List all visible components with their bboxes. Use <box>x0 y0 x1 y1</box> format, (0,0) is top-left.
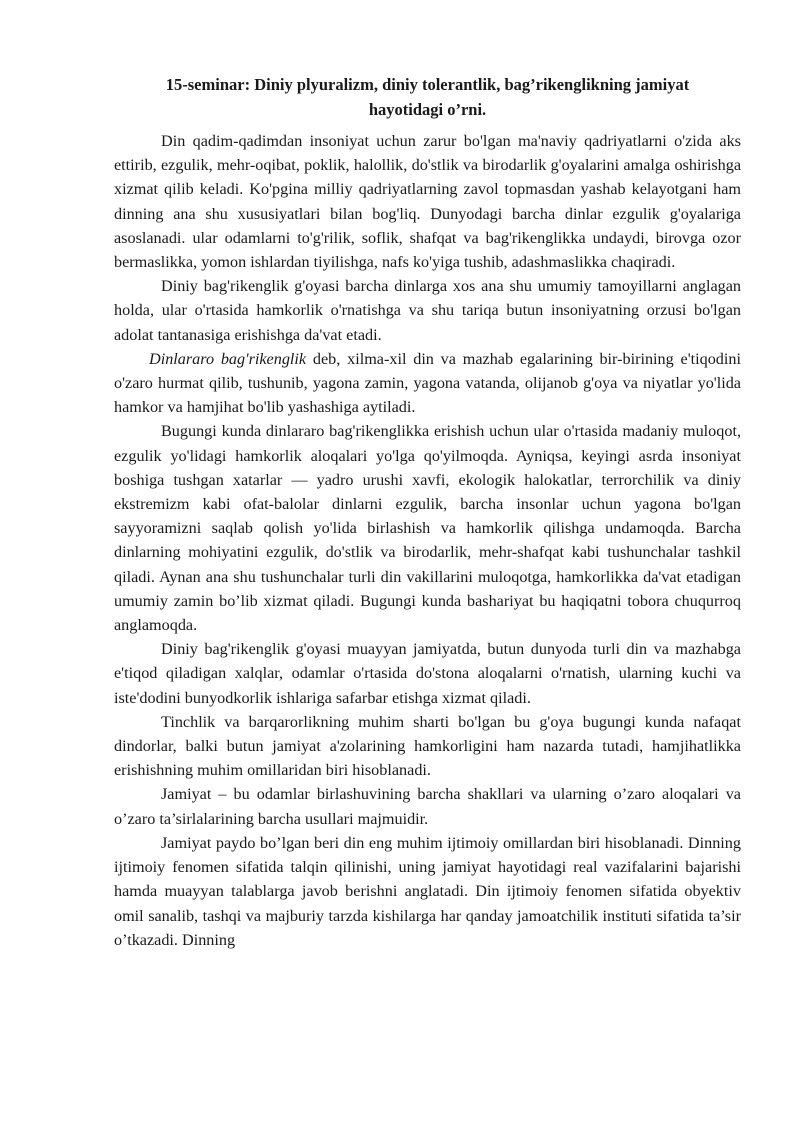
paragraph-3-term: Dinlararo bag'rikenglik <box>149 349 307 368</box>
paragraph-3-text: deb, xilma-xil din va mazhab egalarining bir-birining e'tiqodini o'zaro hurmat qilib, tushunib, yagona zamin, yagona vatanda, olijanob g'oya va niyatlar yo'lida hamkor va hamjihat bo'lib yashashiga aytiladi. <box>114 349 741 417</box>
paragraph-4: Bugungi kunda dinlararo bag'rikenglikka erishish uchun ular o'rtasida madaniy muloqot, ezgulik yo'lidagi hamkorlik aloqalari yo'lga qo'yilmoqda. Ayniqsa, keyingi asrda insoniyat boshiga tushgan xatarlar — yadro urushi xavfi, ekologik halokatlar, terrorchilik va diniy ekstremizm kabi ofat-balolar dinlarni ezgulik, barcha insonlar uchun yagona bo'lgan sayyoramizni saqlab qolish yo'lida birlashish va hamkorlik qilishga undamoqda. Barcha dinlarning mohiyatini ezgulik, do'stlik va birodarlik, mehr-shafqat kabi tushunchalar tashkil qiladi. Aynan ana shu tushunchalar turli din vakillarini muloqotga, hamkorlikka da'vat etadigan umumiy zamin bo’lib xizmat qiladi. Bugungi kunda bashariyat bu haqiqatni tobora chuqurroq anglamoqda. <box>114 422 741 635</box>
paragraph-6: Tinchlik va barqarorlikning muhim sharti bo'lgan bu g'oya bugungi kunda nafaqat dindorlar, balki butun jamiyat a'zolarining hamkorligini ham nazarda tutadi, hamjihatlikka erishishning muhim omillaridan biri hisoblanadi. <box>114 712 741 780</box>
paragraph-1: Din qadim-qadimdan insoniyat uchun zarur bo'lgan ma'naviy qadriyatlarni o'zida aks ettirib, ezgulik, mehr-oqibat, poklik, halollik, do'stlik va birodarlik g'oyalarini amalga oshirishga xizmat qilib keladi. Ko'pgina milliy qadriyatlarning zavol topmasdan yashab kelayotgani ham dinning ana shu xususiyatlari bilan bog'liq. Dunyodagi barcha dinlar ezgulik g'oyalariga asoslanadi. ular odamlarni to'g'rilik, soflik, shafqat va bag'rikenglikka undaydi, birovga ozor bermaslikka, yomon ishlardan tiyilishga, nafs ko'yiga tushib, adashmaslikka chaqiradi. <box>114 132 741 272</box>
paragraph-7: Jamiyat – bu odamlar birlashuvining barcha shakllari va ularning o’zaro aloqalari va o’zaro ta’sirlalarining barcha usullari majmuidir. <box>114 785 741 828</box>
paragraph-8: Jamiyat paydo bo’lgan beri din eng muhim ijtimoiy omillardan biri hisoblanadi. Dinning ijtimoiy fenomen sifatida talqin qilinishi, uning jamiyat hayotidagi real vazifalarini bajarishi hamda muayyan talablarga javob berishni anglatadi. Din ijtimoiy fenomen sifatida obyektiv omil sanalib, tashqi va majburiy tarzda kishilarga har qanday jamoatchilik instituti sifatida ta’sir o’tkazadi. Dinning <box>114 833 741 949</box>
paragraph-3 <box>114 347 741 420</box>
page-title <box>114 72 741 122</box>
title-line-2: hayotidagi o’rni. <box>368 100 487 119</box>
document-page <box>114 72 741 952</box>
paragraph-2: Diniy bag'rikenglik g'oyasi barcha dinlarga xos ana shu umumiy tamoyillarni anglagan holda, ular o'rtasida hamkorlik o'rnatishga va shu tariqa butun insoniyatning orzusi bo'lgan adolat tantanasiga erishishga da'vat etadi. <box>114 277 741 344</box>
paragraph-5: Diniy bag'rikenglik g'oyasi muayyan jamiyatda, butun dunyoda turli din va mazhabga e'tiqod qiladigan xalqlar, odamlar o'rtasida do'stona aloqalarni o'rnatish, ularning kuchi va iste'dodini bunyodkorlik ishlariga safarbar etishga xizmat qiladi. <box>114 640 741 707</box>
title-line-1: 15-seminar: Diniy plyuralizm, diniy tolerantlik, bag’rikenglikning jamiyat <box>165 75 690 94</box>
